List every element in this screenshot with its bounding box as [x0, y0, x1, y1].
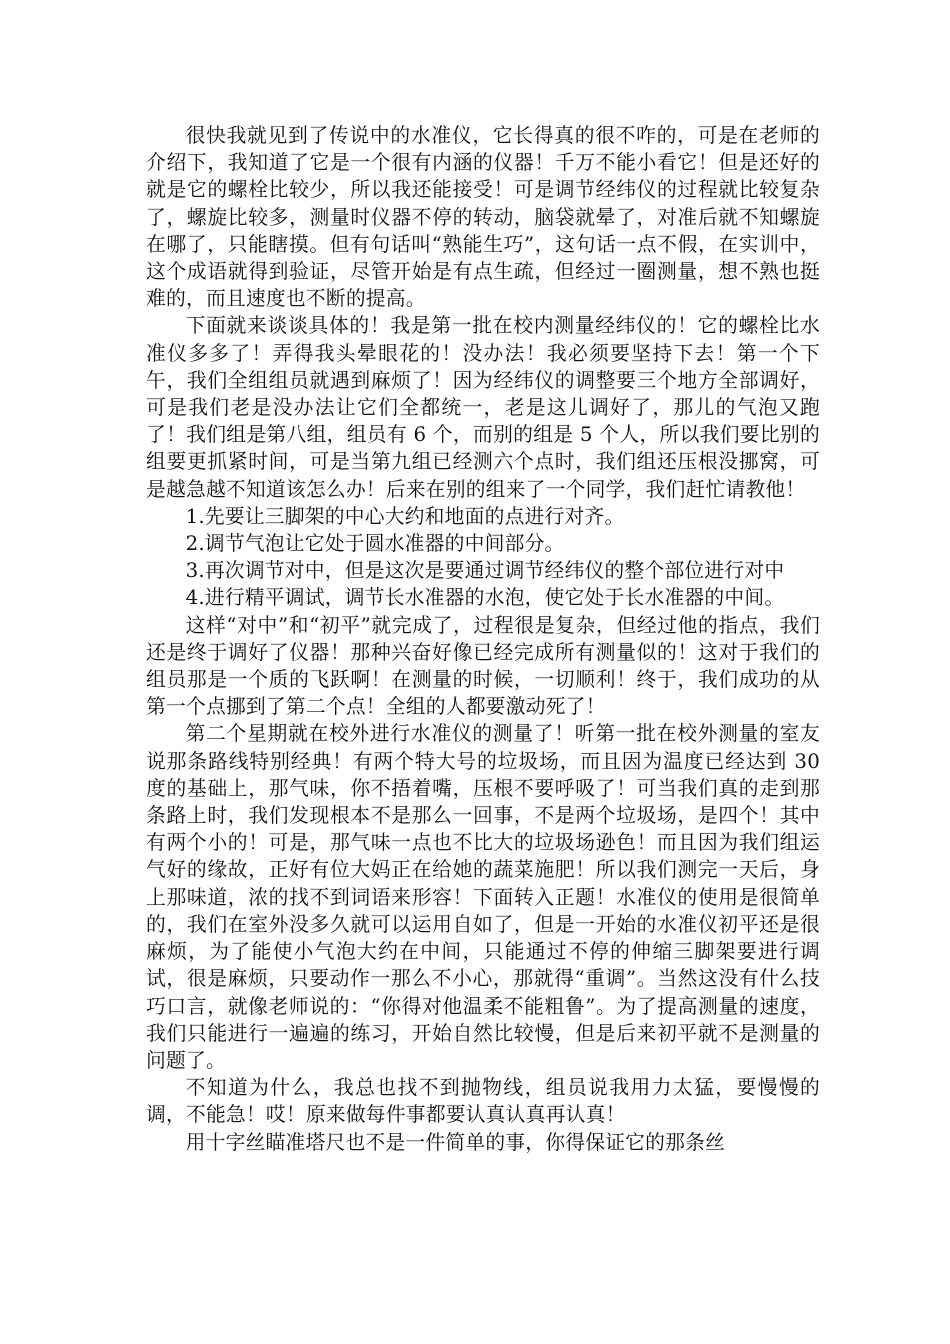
paragraph-parabola: 不知道为什么，我总也找不到抛物线，组员说我用力太猛，要慢慢的调，不能急！哎！原来做每件事都要认真认真再认真！ — [146, 1076, 820, 1127]
paragraph-theodolite-first-batch: 下面就来谈谈具体的！我是第一批在校内测量经纬仪的！它的螺栓比水准仪多多了！弄得我头晕眼花的！没办法！我必须要坚持下去！第一个下午，我们全组组员就遇到麻烦了！因为经纬仪的调整要三个地方全部调好，可是我们老是没办法让它们全都统一，老是这儿调好了，那儿的气泡又跑了！我们组是第八组，组员有 6 个，而别的组是 5 个人，所以我们要比别的组要更抓紧时间，可是当第九组已经测六个点时，我们组还压根没挪窝，可是越急越不知道该怎么办！后来在别的组来了一个同学，我们赶忙请教他！ — [146, 314, 820, 501]
document-body — [146, 122, 820, 1156]
paragraph-centering-complete: 这样“对中”和“初平”就完成了，过程很是复杂，但经过他的指点，我们还是终于调好了仪器！那种兴奋好像已经完成所有测量似的！这对于我们的组员那是一个质的飞跃啊！在测量的时候，一切顺利！终于，我们成功的从第一个点挪到了第二个点！全组的人都要激动死了！ — [146, 613, 820, 719]
step-2-circular-bubble: 2.调节气泡让它处于圆水准器的中间部分。 — [185, 532, 565, 556]
step-1-tripod-alignment: 1.先要让三脚架的中心大约和地面的点进行对齐。 — [185, 504, 625, 528]
paragraph-second-week-outdoor: 第二个星期就在校外进行水准仪的测量了！听第一批在校外测量的室友说那条路线特别经典！有两个特大号的垃圾场，而且因为温度已经达到 30 度的基础上，那气味，你不捂着嘴，压根不要呼吸了！可当我们真的走到那条路上时，我们发现根本不是那么一回事，不是两个垃圾场，是四个！其中有两个小的！可是，那气味一点也不比大的垃圾场逊色！而且因为我们组运气好的缘故，正好有位大妈正在给她的蔬菜施肥！所以我们测完一天后，身上那味道，浓的找不到词语来形容！下面转入正题！水准仪的使用是很简单的，我们在室外没多久就可以运用自如了，但是一开始的水准仪初平还是很麻烦，为了能使小气泡大约在中间，只能通过不停的伸缩三脚架要进行调试，很是麻烦，只要动作一那么不小心，那就得“重调”。当然这没有什么技巧口言，就像老师说的：“你得对他温柔不能粗鲁”。为了提高测量的速度，我们只能进行一遍遍的练习，开始自然比较慢，但是后来初平就不是测量的问题了。 — [146, 722, 820, 1072]
step-3-recentering: 3.再次调节对中，但是这次是要通过调节经纬仪的整个部位进行对中 — [185, 559, 785, 583]
paragraph-crosshair: 用十字丝瞄准塔尺也不是一件简单的事，你得保证它的那条丝 — [185, 1130, 726, 1154]
step-4-fine-leveling: 4.进行精平调试，调节长水准器的水泡，使它处于长水准器的中间。 — [185, 586, 785, 610]
paragraph-leveling-instrument-intro: 很快我就见到了传说中的水准仪，它长得真的很不咋的，可是在老师的介绍下，我知道了它是一个很有内涵的仪器！千万不能小看它！但是还好的就是它的螺栓比较少，所以我还能接受！可是调节经纬仪的过程就比较复杂了，螺旋比较多，测量时仪器不停的转动，脑袋就晕了，对准后就不知螺旋在哪了，只能瞎摸。但有句话叫“熟能生巧”，这句话一点不假，在实训中，这个成语就得到验证，尽管开始是有点生疏，但经过一圈测量，想不熟也挺难的，而且速度也不断的提高。 — [146, 124, 820, 311]
